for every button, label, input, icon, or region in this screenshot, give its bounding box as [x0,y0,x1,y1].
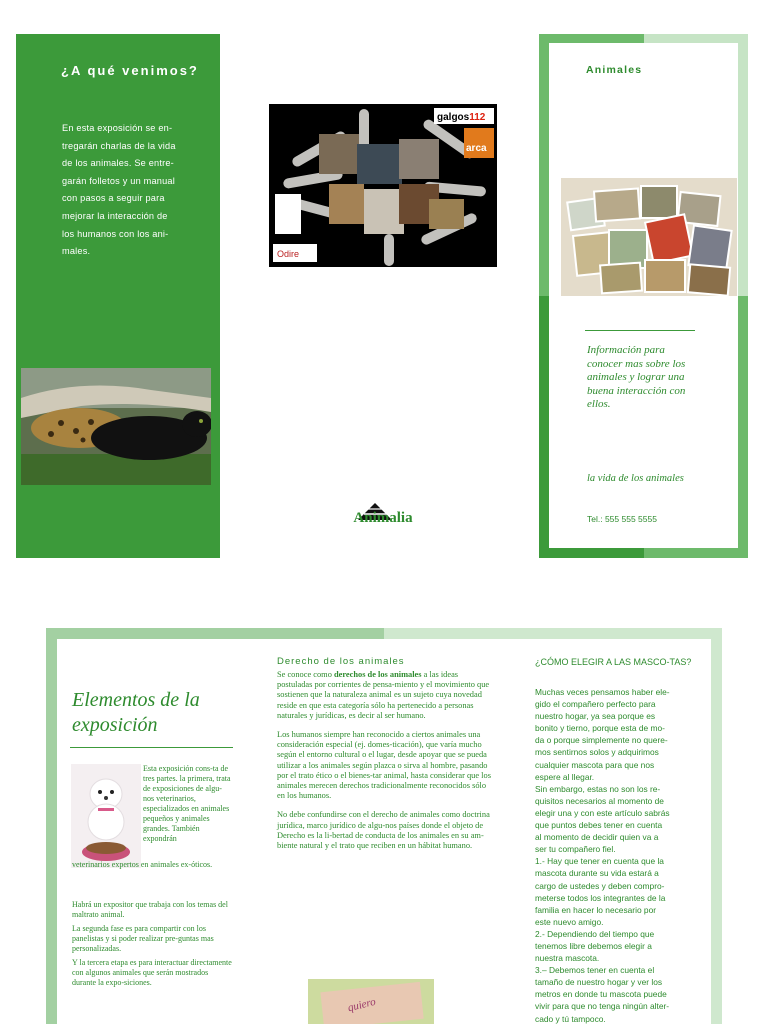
animal-postcards-photo [561,178,737,296]
col1-paragraph-4: Y la tercera etapa es para interactuar directamente con algunos animales que serán mostrados durante la expo-siciones. [72,958,232,987]
col2-paragraph-1: Se conoce como derechos de los animales a las ideas postuladas por corrientes de pensa-miento y el movimiento que sostienen que la naturaleza animal es un sujeto cuya novedad reside en que esta categoría sólo ha pertenecido a personas naturales y jurídicas, es decir al ser humano. [277,670,490,720]
col2-paragraph-3: No debe confundirse con el derecho de animales como doctrina jurídica, marco jurídico de algu-nos países donde el objeto de Derecho es la li-bertad de conducta de los animales en su am-biente natural y el trato que reciben en un hábitat humano. [277,810,490,851]
col2-body [277,670,492,860]
col1-paragraph-2: Habrá un expositor que trabaja con los temas del maltrato animal. [72,900,228,919]
col1-paragraph-1-continued: veterinarios expertos en animales ex-óticos. [72,860,213,869]
pet-card-photo [308,979,434,1024]
divider [70,747,233,748]
jaguar-photo [21,368,211,485]
col1-paragraph-1: Esta exposición cons-ta de tres partes. la primera, trata de exposiciones de algu-nos veterinarios, especializados en animales pequeños y animales grandes. También expondrán [143,764,231,843]
right-panel-title: Animales [586,64,643,76]
svg-text:arca: arca [466,143,487,154]
col3-body: Muchas veces pensamos haber ele- gido el compañero perfecto para nuestro hogar, ya sea porque es bonito y tierno, porque esta de mo- da o porque simplemente no quere- mos sentirnos solos y adquirimos cualquier mascota para que nos espere al llegar. Sin embargo, estas no son los re- quisitos necesarios al momento de elegir una y con este artículo sabrás que puntos debes tener en cuenta al momento de decidir quien va a ser tu compañero fiel. 1.- Hay que tener en cuenta que la mascota durante su vida estará a cargo de ustedes y deben compro- meterse todos los integrantes de la familia en hacer lo necesario por este nuevo amigo. 2.- Dependiendo del tiempo que tenemos libre debemos elegir a nuestra mascota. 3.– Debemos tener en cuenta el tamaño de nuestro hogar y ver los metros en donde tu mascota puede vivir para que no tenga ningún alter- cado y tú tampoco. [535,687,670,1024]
svg-text:Odire: Odire [277,249,300,259]
col2-title: Derecho de los animales [277,656,405,667]
col1-paragraphs [72,900,232,992]
svg-text:galgos112: galgos112 [437,112,486,123]
phone-number: Tel.: 555 555 5555 [587,514,657,524]
col2-bold-term: derechos de los animales [333,670,422,679]
brand-name: Animalia [353,510,413,526]
left-panel [16,34,220,558]
divider [585,330,695,331]
elementos-title: Elementos de la exposición [72,689,200,736]
right-panel-tagline: la vida de los animales [587,473,684,484]
dog-photo [71,764,141,868]
photo-caption-text: quiero [346,995,377,1015]
right-panel [539,34,748,558]
animal-collage-photo [269,104,497,267]
right-panel-info: Información para conocer mas sobre los animales y lograr una buena interacción con ellos. [587,344,686,410]
left-panel-title: ¿A qué venimos? [61,63,199,78]
col2-paragraph-2: Los humanos siempre han reconocido a ciertos animales una consideración especial (ej. domes-ticación), que varía mucho según el entorno cultural o el lugar, desde apoyar que se pueda utilizar a los animales según plazca o sirva al hombre, pasando por el trato ético o el bienes-tar animal, hasta considerar que los animales merecen derechos tradicionalmente reconocidos sólo en los humanos. [277,730,491,801]
left-panel-body: En esta exposición se en- tregarán charlas de la vida de los animales. Se entre- garán folletos y un manual con pasos a seguir para mejorar la interacción de los humanos con los ani- males. [62,123,176,257]
col1-paragraph-3: La segunda fase es para compartir con los panelistas y si poder realizar pre-guntas mas personalizadas. [72,924,214,953]
col3-title: ¿CÓMO ELEGIR A LAS MASCO-TAS? [535,657,692,667]
